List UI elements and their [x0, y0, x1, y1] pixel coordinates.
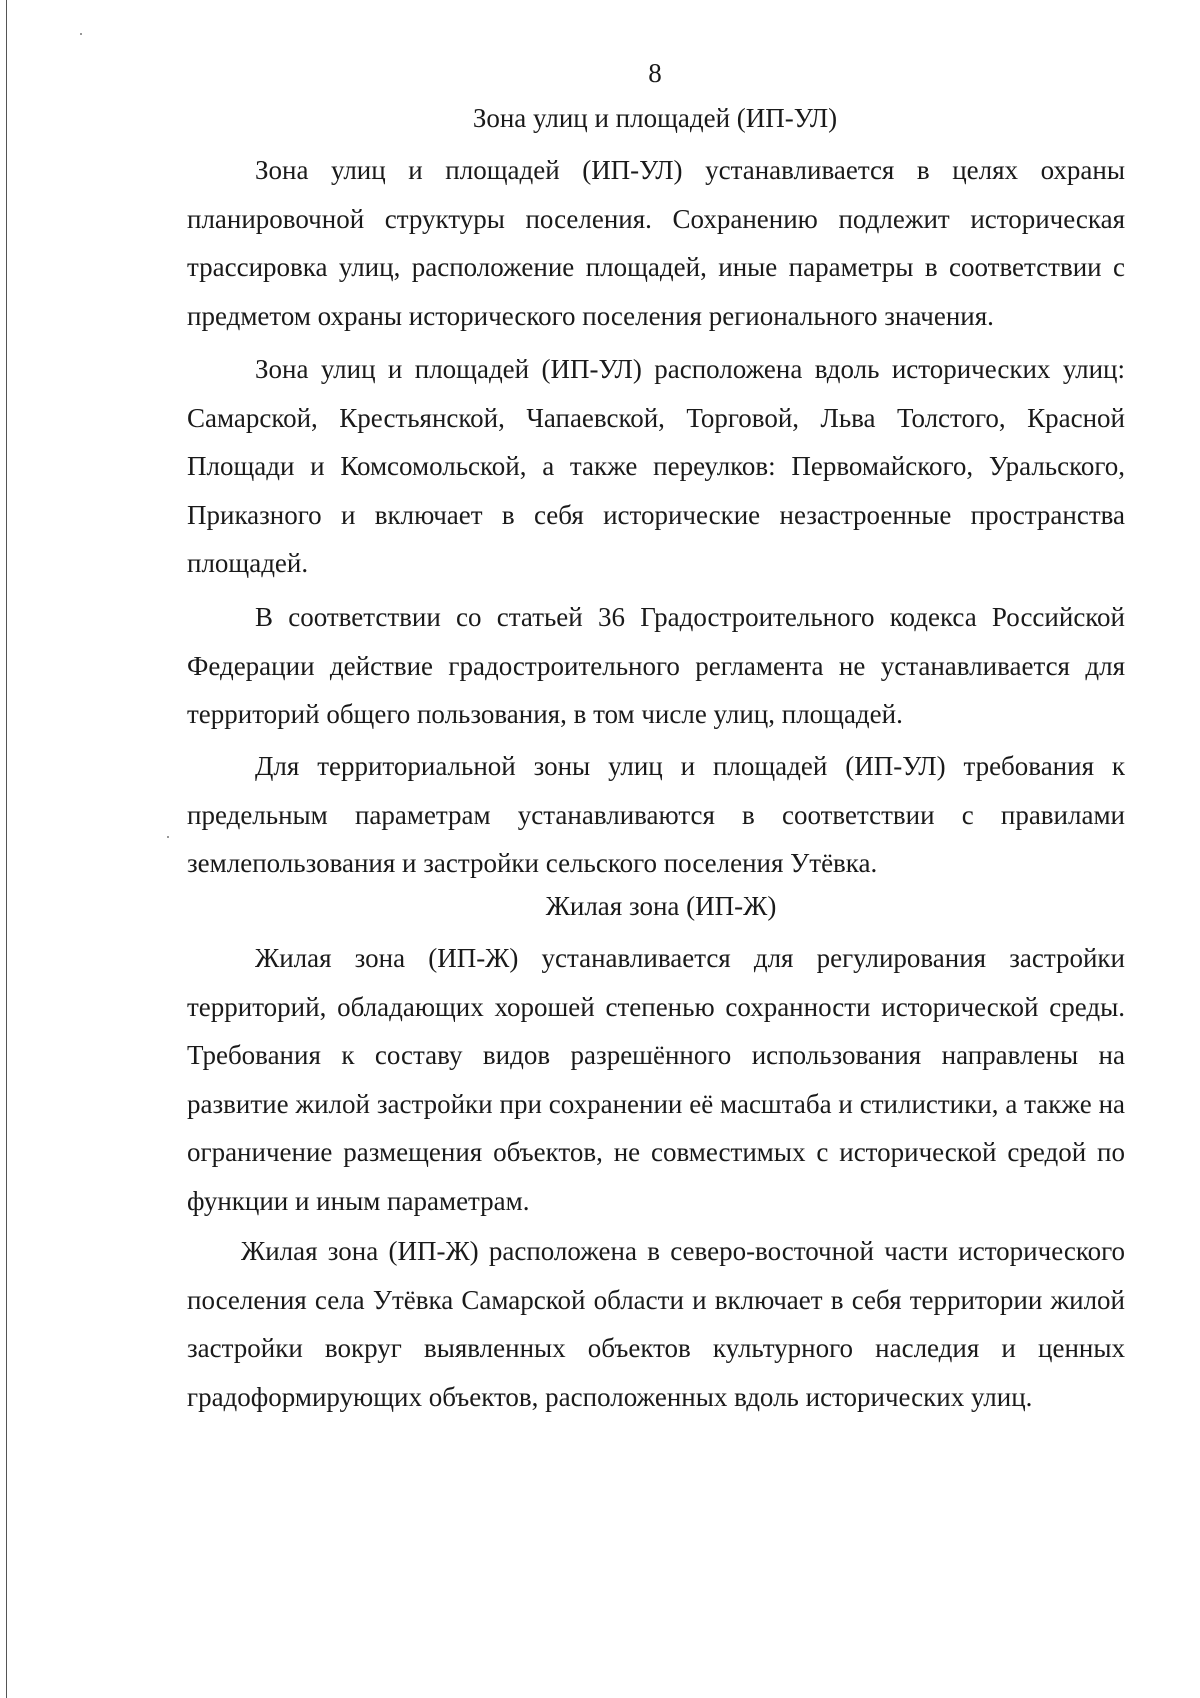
section-heading-streets: Зона улиц и площадей (ИП-УЛ): [472, 103, 838, 133]
paragraph: Жилая зона (ИП-Ж) расположена в северо-восточной части исторического поселения села Утёвка Самарской области и включает в себя территории жилой застройки вокруг выявленных объектов культурного наследия и ценных градоформирующих объектов, расположенных вдоль исторических улиц.: [187, 1236, 1125, 1412]
paragraph: Зона улиц и площадей (ИП-УЛ) расположена вдоль исторических улиц: Самарской, Крестьянской, Чапаевской, Торговой, Льва Толстого, Красной Площади и Комсомольской, а также переулков: Первомайского, Уральского, Приказного и включает в себя исторические незастроенные пространства площадей.: [187, 354, 1125, 578]
section-heading-residential: Жилая зона (ИП-Ж): [545, 891, 777, 921]
scan-speck: [80, 33, 82, 35]
paragraph: Зона улиц и площадей (ИП-УЛ) устанавливается в целях охраны планировочной структуры поселения. Сохранению подлежит историческая трассировка улиц, расположение площадей, иные параметры в соответствии с предметом охраны исторического поселения регионального значения.: [187, 155, 1125, 331]
page-number: 8: [648, 58, 662, 88]
paragraph: Жилая зона (ИП-Ж) устанавливается для регулирования застройки территорий, обладающих хорошей степенью сохранности исторической среды. Требования к составу видов разрешённого использования направлены на развитие жилой застройки при сохранении её масштаба и стилистики, а также на ограничение размещения объектов, не совместимых с исторической средой по функции и иным параметрам.: [187, 943, 1125, 1216]
paragraph: В соответствии со статьей 36 Градостроительного кодекса Российской Федерации действие градостроительного регламента не устанавливается для территорий общего пользования, в том числе улиц, площадей.: [187, 602, 1125, 729]
scan-left-edge: [6, 0, 7, 1698]
scan-speck: [167, 836, 169, 838]
paragraph: Для территориальной зоны улиц и площадей (ИП-УЛ) требования к предельным параметрам устанавливаются в соответствии с правилами землепользования и застройки сельского поселения Утёвка.: [187, 751, 1125, 878]
